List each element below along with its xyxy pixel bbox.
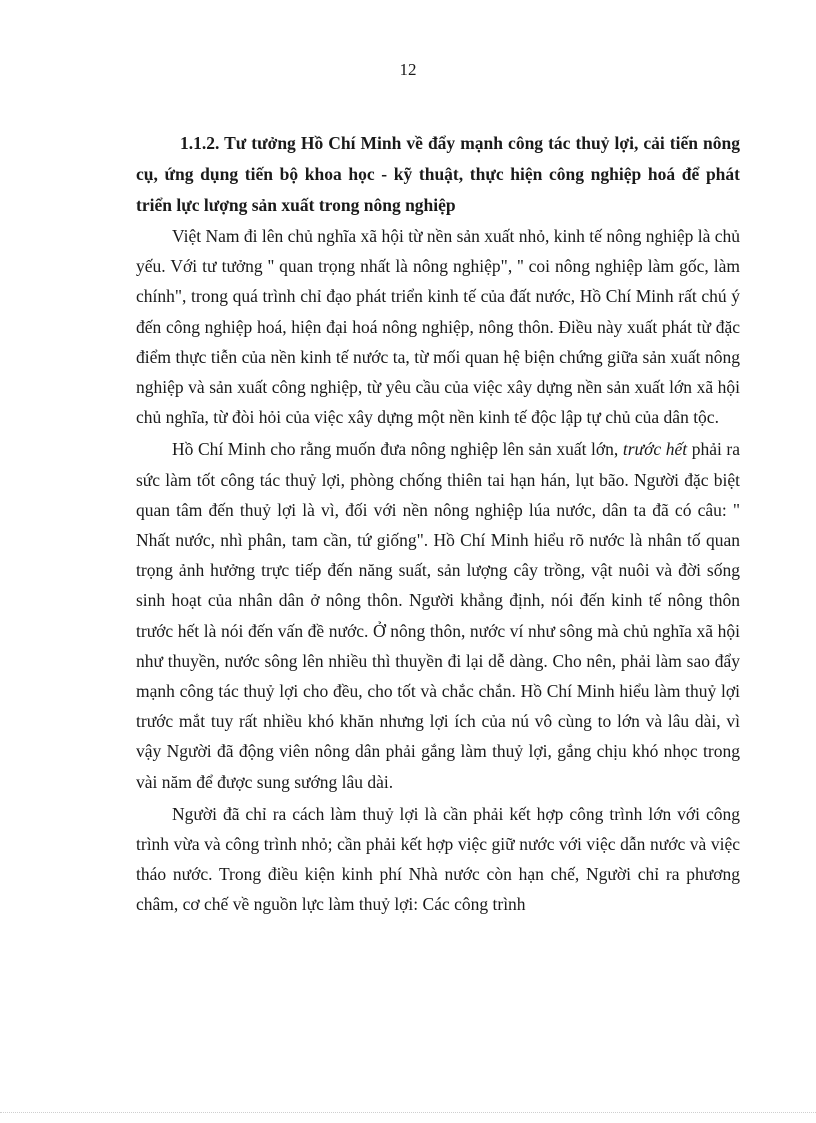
paragraph-3: Người đã chỉ ra cách làm thuỷ lợi là cần phải kết hợp công trình lớn với công trình vừa và công trình nhỏ; cần phải kết hợp việc giữ nước với việc dẫn nước và việc tháo nước. Trong điều kiện kinh phí Nhà nước còn hạn chế, Người chỉ ra phương châm, cơ chế về nguồn lực làm thuỷ lợi: Các công trình (136, 803, 740, 915)
page-bottom-divider (0, 1112, 816, 1113)
document-body (136, 128, 740, 920)
paragraph-1: Việt Nam đi lên chủ nghĩa xã hội từ nền sản xuất nhỏ, kinh tế nông nghiệp là chủ yếu. Với tư tưởng '' quan trọng nhất là nông nghiệp", '' coi nông nghiệp làm gốc, làm chính", trong quá trình chỉ đạo phát triển kinh tế của đất nước, Hồ Chí Minh rất chú ý đến công nghiệp hoá, hiện đại hoá nông nghiệp, nông thôn. Điều này xuất phát từ đặc điểm thực tiễn của nền kinh tế nước ta, từ mối quan hệ biện chứng giữa sản xuất nông nghiệp và sản xuất công nghiệp, từ yêu cầu của việc xây dựng nền sản xuất lớn xã hội chủ nghĩa, từ đòi hỏi của việc xây dựng một nền kinh tế độc lập tự chủ của dân tộc. (136, 226, 740, 428)
paragraph-2-text-start: Hồ Chí Minh cho rằng muốn đưa nông nghiệp lên sản xuất lớn, (172, 439, 623, 460)
section-heading: 1.1.2. Tư tưởng Hồ Chí Minh về đẩy mạnh công tác thuỷ lợi, cải tiến nông cụ, ứng dụng tiến bộ khoa học - kỹ thuật, thực hiện công nghiệp hoá để phát triển lực lượng sản xuất trong nông nghiệp (136, 133, 740, 215)
paragraph-2-text-end: phải ra sức làm tốt công tác thuỷ lợi, phòng chống thiên tai hạn hán, lụt bão. Người đặc biệt quan tâm đến thuỷ lợi là vì, đối với nền nông nghiệp lúa nước, dân ta đã có câu: " Nhất nước, nhì phân, tam cần, tứ giống". Hồ Chí Minh hiểu rõ nước là nhân tố quan trọng ảnh hưởng trực tiếp đến năng suất, sản lượng cây trồng, vật nuôi và đời sống sinh hoạt của nhân dân ở nông thôn. Người khẳng định, nói đến kinh tế nông thôn trước hết là nói đến vấn đề nước. Ở nông thôn, nước ví như sông mà chủ nghĩa xã hội như thuyền, nước sông lên nhiều thì thuyền đi lại dễ dàng. Cho nên, phải làm sao đẩy mạnh công tác thuỷ lợi cho đều, cho tốt và chắc chắn. Hồ Chí Minh hiểu làm thuỷ lợi trước mắt tuy rất nhiều khó khăn nhưng lợi ích của nú vô cùng to lớn và lâu dài, vì vậy Người đã động viên nông dân phải gắng làm thuỷ lợi, gắng chịu khó nhọc trong vài năm để được sung sướng lâu dài. (136, 439, 740, 792)
paragraph-2-italic: trước hết (622, 439, 688, 460)
paragraph-2 (136, 434, 740, 796)
page-number: 12 (399, 60, 417, 79)
